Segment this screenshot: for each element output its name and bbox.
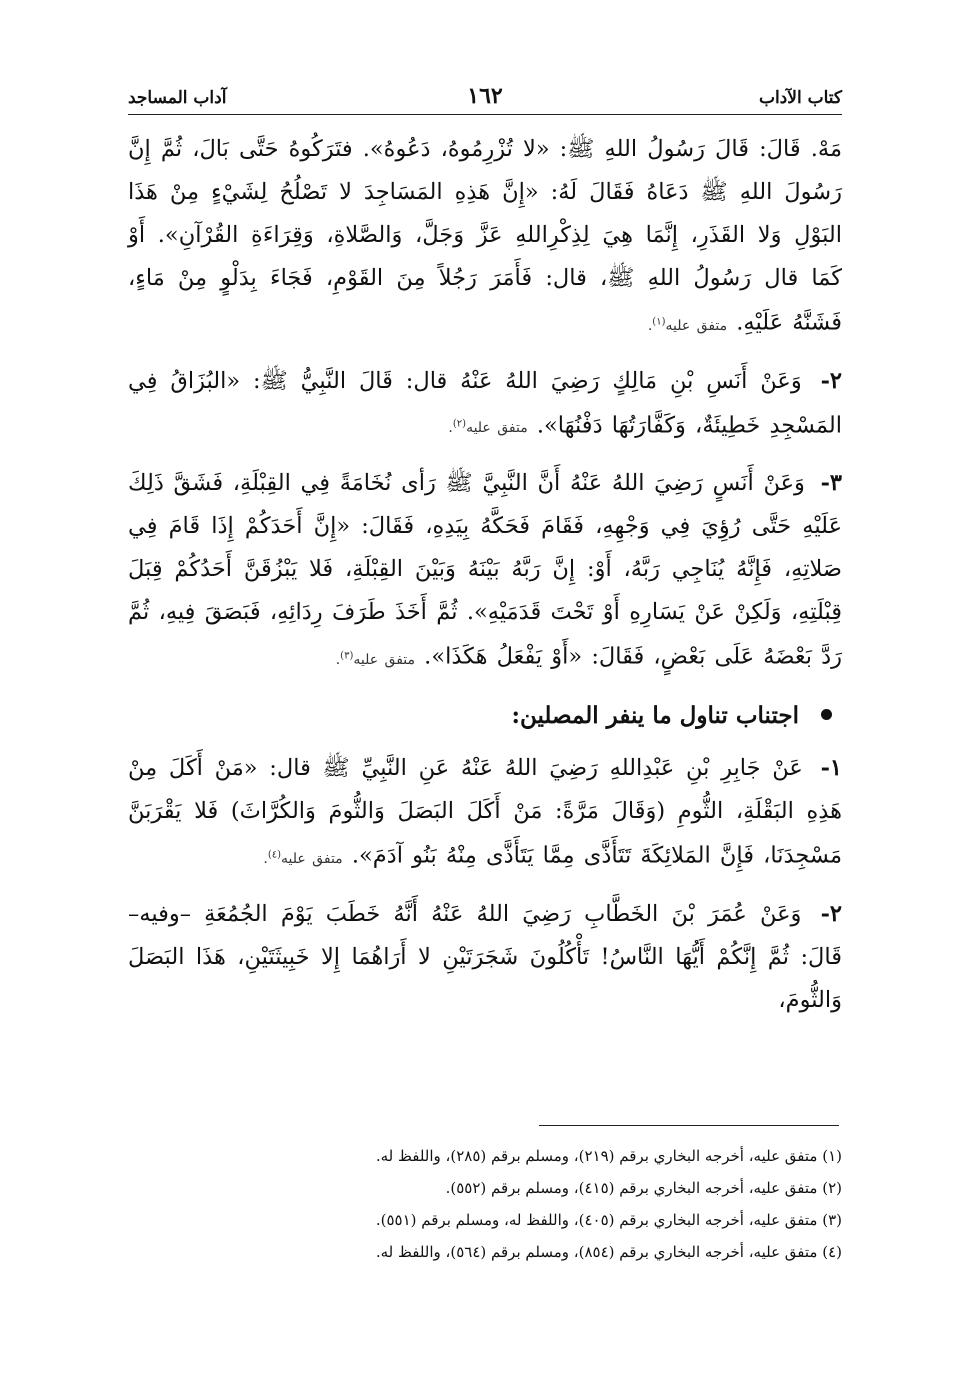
hadith-paragraph: [128, 360, 842, 451]
footnotes: [128, 1140, 842, 1268]
running-header: [128, 82, 842, 115]
hadith-paragraph: [128, 747, 842, 881]
footnote-marker: (٣): [340, 650, 354, 662]
hadith-text: مَهْ. قَالَ: قَالَ رَسُولُ اللهِ ﷺ: «لا تُزْرِمُوهُ، دَعُوهُ». فتَرَكُوهُ حَتَّى بَالَ، ثُمَّ إِنَّ رَسُولَ اللهِ ﷺ دَعَاهُ فَقَالَ لَهُ: «إِنَّ هَذِهِ المَسَاجِدَ لا تَصْلُحُ لِشَيْءٍ مِنْ هَذَا البَوْلِ وَلا القَذَرِ، إِنَّمَا هِيَ لِذِكْرِاللهِ عَزَّ وَجَلَّ، وَالصَّلاةِ، وَقِرَاءَةِ القُرْآنِ». أَوْ كَمَا قال رَسُولُ اللهِ ﷺ، قال: فَأَمَرَ رَجُلاً مِنَ القَوْمِ، فَجَاءَ بِدَلْوٍ مِنْ مَاءٍ، فَشَنَّهُ عَلَيْهِ.: [128, 136, 842, 336]
hadith-paragraph: [128, 893, 842, 1022]
hadith-number: ١-: [820, 754, 843, 781]
footnote-marker: (٢): [452, 418, 467, 430]
hadith-text: وَعَنْ عُمَرَ بْنَ الخَطَّابِ رَضِيَ اللهُ عَنْهُ أَنَّهُ خَطَبَ يَوْمَ الجُمُعَةِ –وفيه– قَالَ: ثُمَّ إِنَّكُمْ أَيُّهَا النَّاسُ! تَأْكُلُونَ شَجَرَتَيْنِ لا أَرَاهُمَا إِلا خَبِيثَتَيْنِ، هَذَا البَصَلَ وَالثُّومَ،: [128, 900, 842, 1013]
hadith-paragraph: [128, 462, 842, 682]
source-note: متفق عليه$^{(٤)}$.: [263, 848, 343, 867]
footnote-item: (٢) متفق عليه، أخرجه البخاري برقم (٤١٥)، ومسلم برقم (٥٥٢).: [445, 1179, 842, 1197]
section-heading: [128, 694, 842, 737]
footnote-marker: (١): [652, 316, 666, 327]
footnote-item: (٣) متفق عليه، أخرجه البخاري برقم (٤٠٥)، واللفظ له، ومسلم برقم (٥٥١).: [375, 1211, 842, 1229]
source-note: متفق عليه$^{(١)}$.: [647, 316, 728, 334]
footnote-item: (١) متفق عليه، أخرجه البخاري برقم (٢١٩)، ومسلم برقم (٢٨٥)، واللفظ له.: [375, 1147, 842, 1165]
footnote-item: (٤) متفق عليه، أخرجه البخاري برقم (٨٥٤)، ومسلم برقم (٥٦٤)، واللفظ له.: [375, 1243, 842, 1261]
page-number: ١٦٢: [467, 83, 503, 109]
book-title: كتاب الآداب: [758, 88, 842, 108]
footnote-marker: (٤): [267, 848, 282, 860]
section-heading-text: اجتناب تناول ما ينفر المصلين:: [511, 701, 799, 729]
hadith-paragraph: [128, 128, 842, 348]
hadith-number: ٢-: [820, 900, 842, 927]
bullet-icon: [821, 709, 832, 720]
source-note: متفق عليه$^{(٣)}$.: [335, 650, 416, 668]
hadith-text: وَعَنْ أَنَسٍ رَضِيَ اللهُ عَنْهُ أَنَّ النَّبِيَّ ﷺ رَأى نُخَامَةً فِي القِبْلَةِ، فَشَقَّ ذَلِكَ عَلَيْهِ حَتَّى رُؤِيَ فِي وَجْهِهِ، فَقَامَ فَحَكَّهُ بِيَدِهِ، فَقَالَ: «إِنَّ أَحَدَكُمْ إِذَا قَامَ فِي صَلاتِهِ، فَإِنَّهُ يُنَاجِي رَبَّهُ، أَوْ: إِنَّ رَبَّهُ بَيْنَهُ وَبَيْنَ القِبْلَةِ، فَلا يَبْزُقَنَّ أَحَدُكُمْ قِبَلَ قِبْلَتِهِ، وَلَكِنْ عَنْ يَسَارِهِ أَوْ تَحْتَ قَدَمَيْهِ». ثُمَّ أَخَذَ طَرَفَ رِدَائِهِ، فَبَصَقَ فِيهِ، ثُمَّ رَدَّ بَعْضَهُ عَلَى بَعْضٍ، فَقَالَ: «أَوْ يَفْعَلُ هَكَذَا».: [128, 470, 842, 670]
hadith-number: ٢-: [820, 367, 843, 394]
source-note: متفق عليه$^{(٢)}$.: [448, 418, 528, 437]
hadith-text: وَعَنْ أَنَسِ بْنِ مَالِكٍ رَضِيَ اللهُ عَنْهُ قال: قَالَ النَّبِيُّ ﷺ: «البُزَاقُ فِي المَسْجِدِ خَطِيئَةٌ، وَكَفَّارَتُهَا دَفْنُهَا».: [128, 367, 842, 439]
hadith-number: ٣-: [820, 470, 842, 497]
chapter-title: آداب المساجد: [128, 88, 227, 108]
hadith-text: عَنْ جَابِرِ بْنِ عَبْدِاللهِ رَضِيَ اللهُ عَنْهُ عَنِ النَّبِيِّ ﷺ قال: «مَنْ أَكَلَ مِنْ هَذِهِ البَقْلَةِ، الثُّومِ (وَقَالَ مَرَّةً: مَنْ أَكَلَ البَصَلَ وَالثُّومَ وَالكُرَّاثَ) فَلا يَقْرَبَنَّ مَسْجِدَنَا، فَإِنَّ المَلائِكَةَ تَتَأَذَّى مِمَّا يَتَأَذَّى مِنْهُ بَنُو آدَمَ».: [128, 754, 842, 869]
footnote-divider: [539, 1125, 839, 1126]
main-text: [128, 128, 842, 1034]
